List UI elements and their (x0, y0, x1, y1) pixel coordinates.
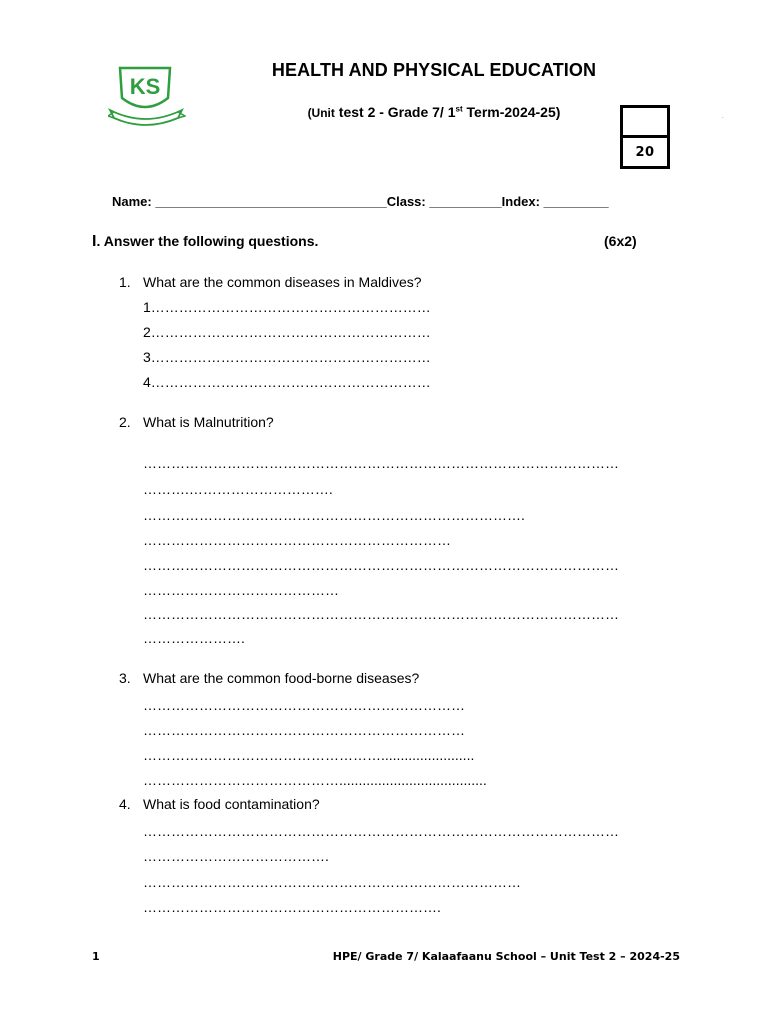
answer-line[interactable]: ………………………………………………………………………. (143, 507, 525, 523)
stray-mark: . (722, 114, 724, 120)
score-box (620, 105, 670, 169)
section-heading (92, 233, 318, 251)
question-3 (119, 670, 419, 686)
question-number: 1. (119, 274, 131, 290)
total-marks: 20 (635, 145, 655, 160)
score-divider (623, 135, 667, 138)
answer-line[interactable]: …………………. (143, 630, 245, 646)
answer-line[interactable]: ……….…………………………. (143, 481, 333, 497)
answer-line[interactable]: ………………………………………………………………………………………… (143, 606, 619, 622)
answer-line[interactable]: 4…………………………………………………… (143, 374, 431, 390)
question-number: 4. (119, 796, 131, 812)
section-numeral: I (92, 233, 97, 250)
question-number: 3. (119, 670, 131, 686)
answer-line[interactable]: ……………………………………...................................... (143, 772, 487, 788)
answer-line[interactable]: …………………………………… (143, 582, 339, 598)
student-info-line: Name: ________________________________Class: __________Index: _________ (112, 194, 609, 209)
answer-line[interactable]: 1…………………………………………………… (143, 299, 431, 315)
question-4 (119, 796, 320, 812)
answer-line[interactable]: ………………………………………………………………………………………… (143, 455, 619, 471)
answer-line[interactable]: …………………………………………………………… (143, 697, 465, 713)
page-title: HEALTH AND PHYSICAL EDUCATION (271, 60, 597, 80)
subtitle-prefix: (Unit (307, 106, 335, 120)
question-text: What is food contamination? (143, 796, 320, 812)
answer-line[interactable]: …………………………………………………………… (143, 722, 465, 738)
footer-text: HPE/ Grade 7/ Kalaafaanu School – Unit Test 2 – 2024-25 (332, 950, 680, 963)
subtitle-superscript: st (455, 104, 463, 114)
section-instruction: . Answer the following questions. (96, 233, 319, 249)
logo-text: KS (129, 74, 161, 99)
answer-line[interactable]: ……………………………………………………………………… (143, 874, 521, 890)
answer-line[interactable]: ……………………………………………........................ (143, 747, 475, 763)
question-text: What is Malnutrition? (143, 414, 274, 430)
subtitle-main: test 2 - Grade 7/ 1 (338, 104, 456, 120)
answer-line[interactable]: 3…………………………………………………… (143, 349, 431, 365)
page-number: 1 (92, 950, 100, 963)
question-text: What are the common diseases in Maldives? (143, 274, 422, 290)
answer-line[interactable]: ………………………………………………………… (143, 532, 451, 548)
answer-line[interactable]: ………………………………………………………………………………………… (143, 823, 619, 839)
answer-line[interactable]: ………………………………………………………………………………………… (143, 557, 619, 573)
question-text: What are the common food-borne diseases? (143, 670, 420, 686)
answer-line[interactable]: ………………………………………………………. (143, 899, 441, 915)
question-2 (119, 414, 274, 430)
section-marks: (6x2) (604, 233, 637, 249)
answer-line[interactable]: 2…………………………………………………… (143, 324, 431, 340)
question-1 (119, 274, 422, 290)
question-number: 2. (119, 414, 131, 430)
subtitle-term: Term-2024-25) (466, 104, 561, 120)
answer-line[interactable]: …………………………………. (143, 848, 329, 864)
